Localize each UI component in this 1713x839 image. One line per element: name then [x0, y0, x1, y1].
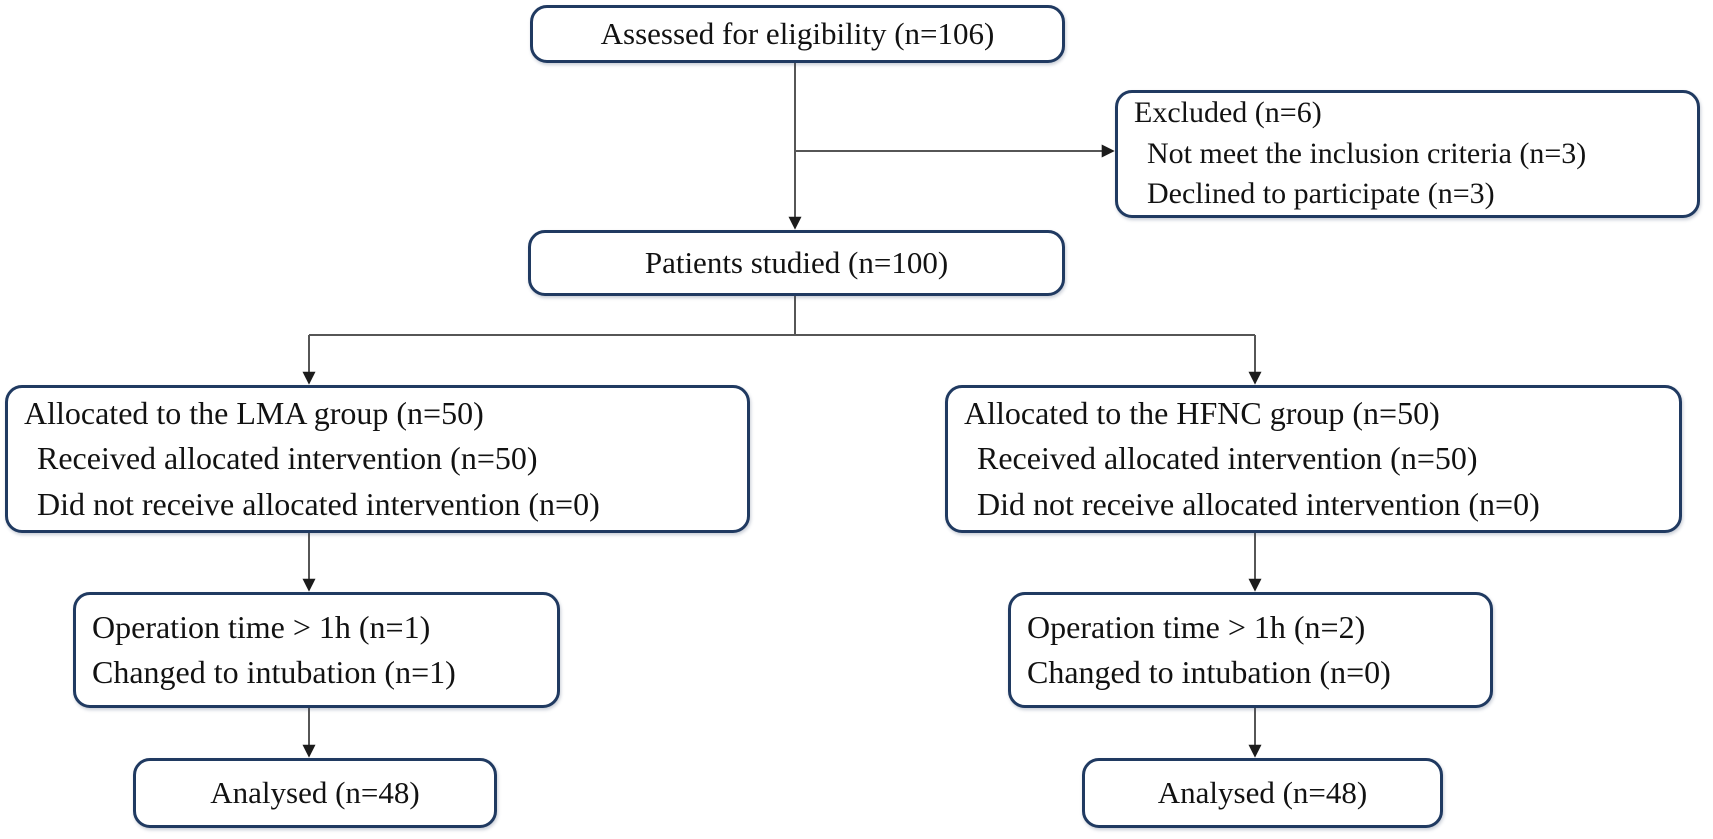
node-text: Received allocated intervention (n=50): [37, 440, 538, 477]
node-lma-analysed: [133, 758, 497, 828]
node-text: Declined to participate (n=3): [1147, 177, 1495, 211]
node-text: Changed to intubation (n=1): [92, 654, 456, 690]
node-hfnc-analysed: [1082, 758, 1443, 828]
node-patients-studied: [528, 230, 1065, 296]
node-text: Assessed for eligibility (n=106): [600, 15, 995, 51]
node-text: Changed to intubation (n=0): [1027, 654, 1391, 690]
node-excluded: [1115, 90, 1700, 218]
node-text: Analysed (n=48): [1157, 774, 1368, 810]
node-text: Patients studied (n=100): [644, 244, 949, 280]
node-text: Did not receive allocated intervention (n=0): [977, 485, 1540, 522]
node-text: Allocated to the LMA group (n=50): [24, 394, 484, 431]
node-lma-allocation: [5, 385, 750, 533]
node-lma-followup: [73, 592, 560, 708]
node-assessed-eligibility: [530, 5, 1065, 63]
node-text: Excluded (n=6): [1134, 95, 1322, 129]
node-text: Operation time > 1h (n=1): [92, 608, 431, 645]
node-text: Not meet the inclusion criteria (n=3): [1147, 136, 1587, 170]
node-text: Did not receive allocated intervention (n=0): [37, 485, 600, 522]
node-hfnc-followup: [1008, 592, 1493, 708]
node-text: Received allocated intervention (n=50): [977, 440, 1478, 477]
node-hfnc-allocation: [945, 385, 1682, 533]
node-text: Analysed (n=48): [210, 774, 420, 810]
node-text: Allocated to the HFNC group (n=50): [964, 394, 1440, 431]
node-text: Operation time > 1h (n=2): [1027, 608, 1366, 645]
